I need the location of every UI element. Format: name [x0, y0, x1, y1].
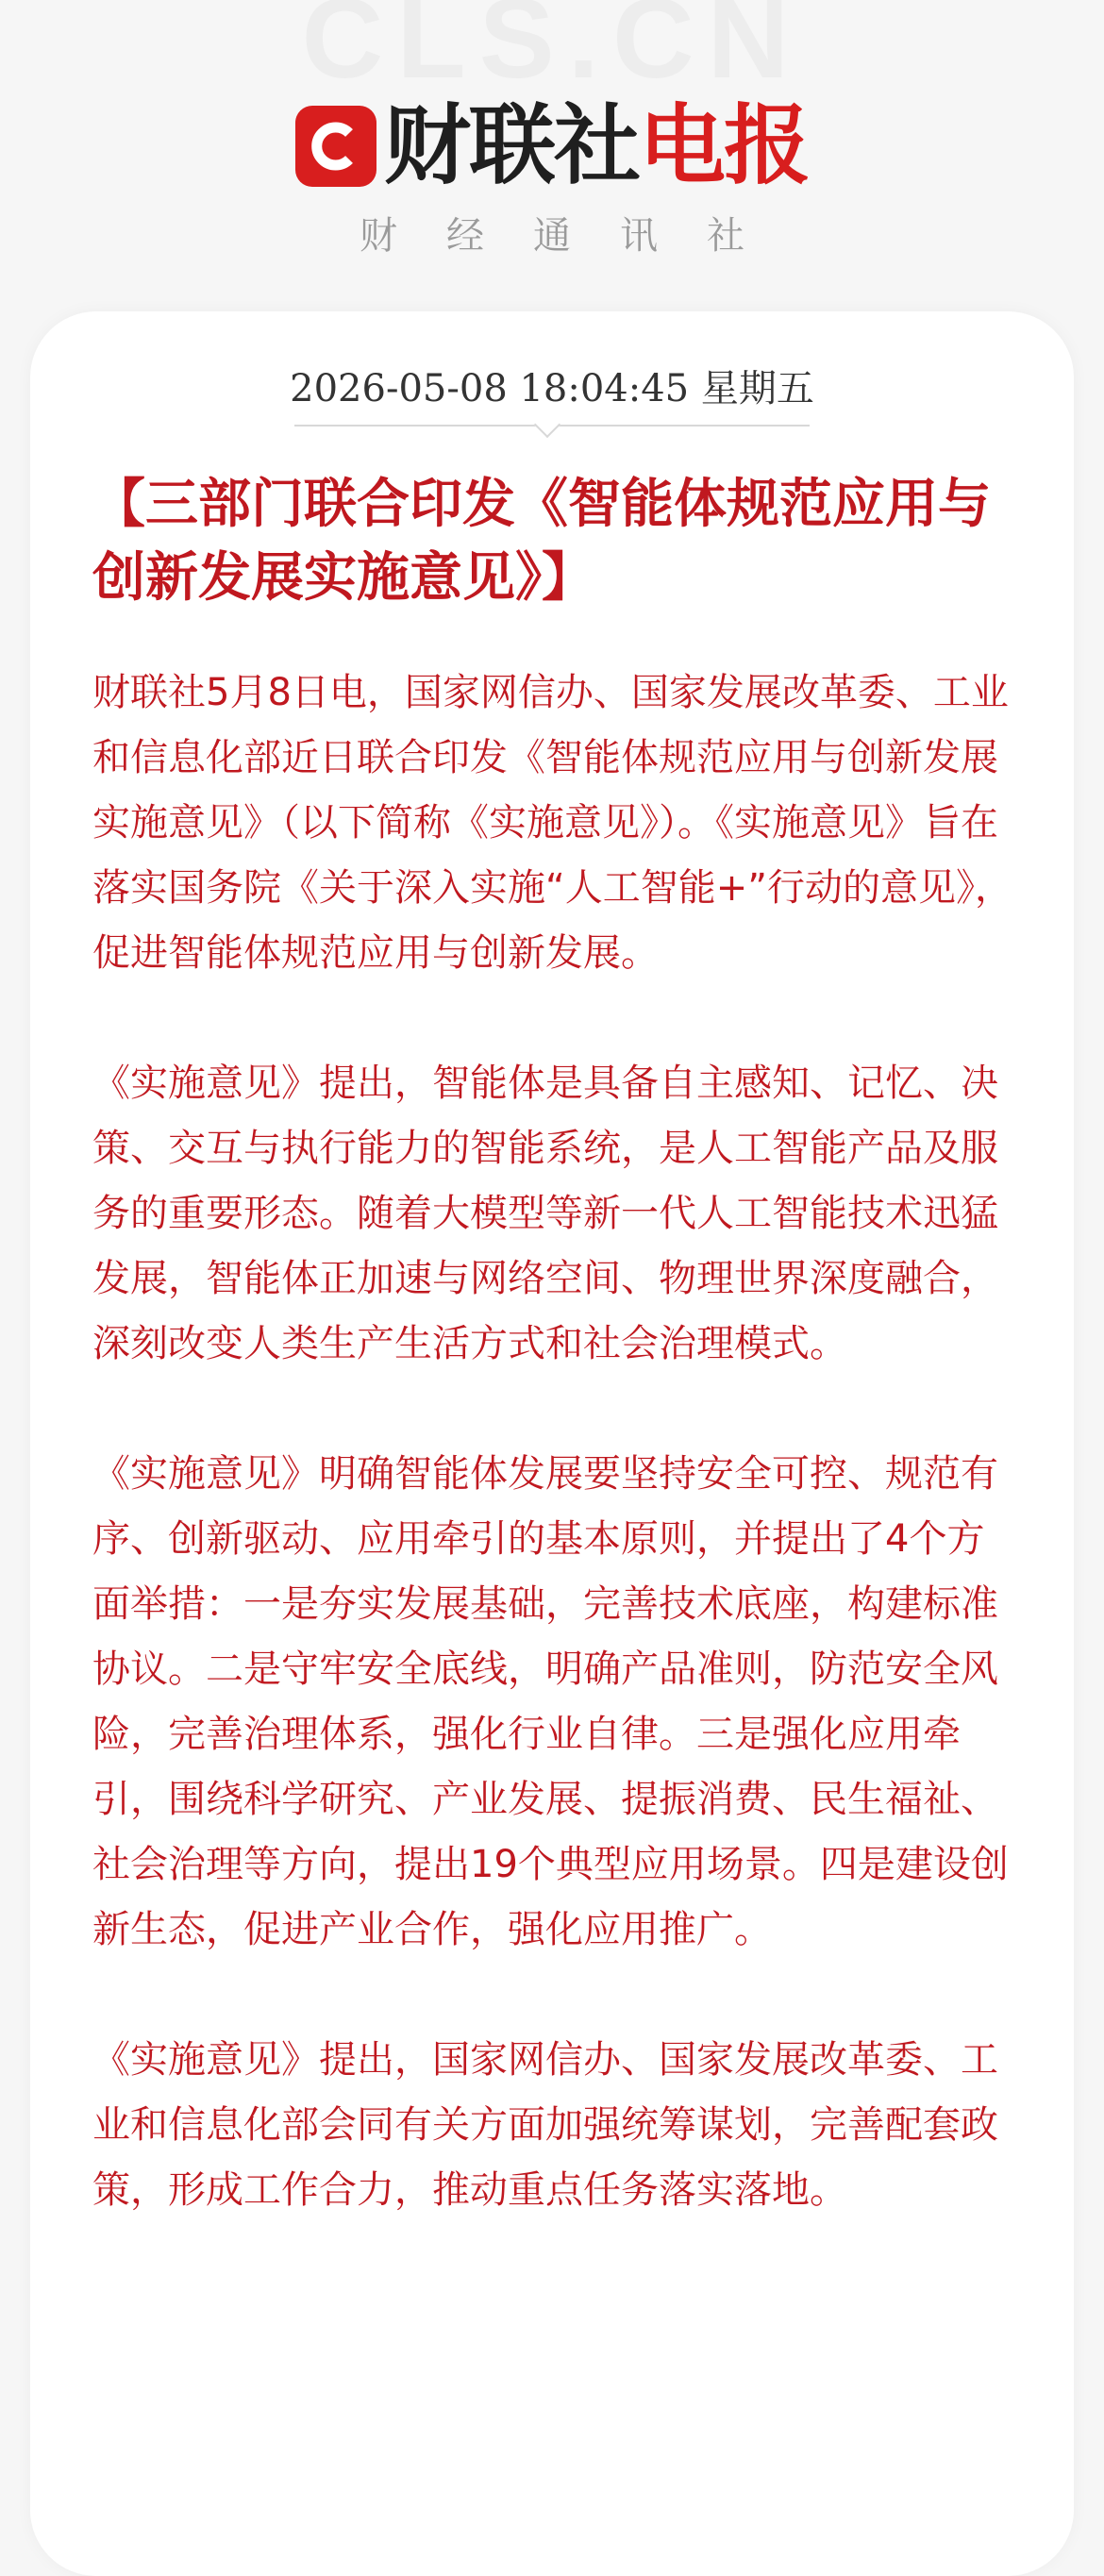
article-headline: 【三部门联合印发《智能体规范应用与创新发展实施意见》】 [92, 473, 991, 609]
brand-name [383, 95, 810, 196]
brand-name-red: 电报 [639, 95, 810, 196]
brand-header [0, 95, 1104, 196]
article-paragraph: 《实施意见》提出，国家网信办、国家发展改革委、工业和信息化部会同有关方面加强统筹谋划，完善配套政策，形成工作合力，推动重点任务落实落地。 [92, 2038, 998, 2212]
watermark [0, 0, 1104, 104]
brand-logo-icon [295, 106, 376, 187]
brand-tagline: 财经通讯社 [360, 214, 794, 258]
article-paragraph: 《实施意见》提出，智能体是具备自主感知、记忆、决策、交互与执行能力的智能系统，是人工智能产品及服务的重要形态。随着大模型等新一代人工智能技术迅猛发展，智能体正加速与网络空间、物理世界深度融合，深刻改变人类生产生活方式和社会治理模式。 [92, 1062, 998, 1365]
article-body [92, 661, 1017, 2288]
brand-name-dark: 财联社 [383, 95, 639, 196]
article-paragraph: 财联社5月8日电，国家网信办、国家发展改革委、工业和信息化部近日联合印发《智能体规范应用与创新发展实施意见》（以下简称《实施意见》）。《实施意见》旨在落实国务院《关于深入实施“人工智能+”行动的意见》，促进智能体规范应用与创新发展。 [92, 671, 1012, 975]
article-paragraph: 《实施意见》明确智能体发展要坚持安全可控、规范有序、创新驱动、应用牵引的基本原则，并提出了4个方面举措：一是夯实发展基础，完善技术底座，构建标准协议。二是守牢安全底线，明确产品准则，防范安全风险，完善治理体系，强化行业自律。三是强化应用牵引，围绕科学研究、产业发展、提振消费、民生福祉、社会治理等方向，提出19个典型应用场景。四是建设创新生态，促进产业合作，强化应用推广。 [92, 1452, 1009, 1951]
publish-datetime: 2026-05-08 18:04:45 星期五 [290, 367, 814, 410]
